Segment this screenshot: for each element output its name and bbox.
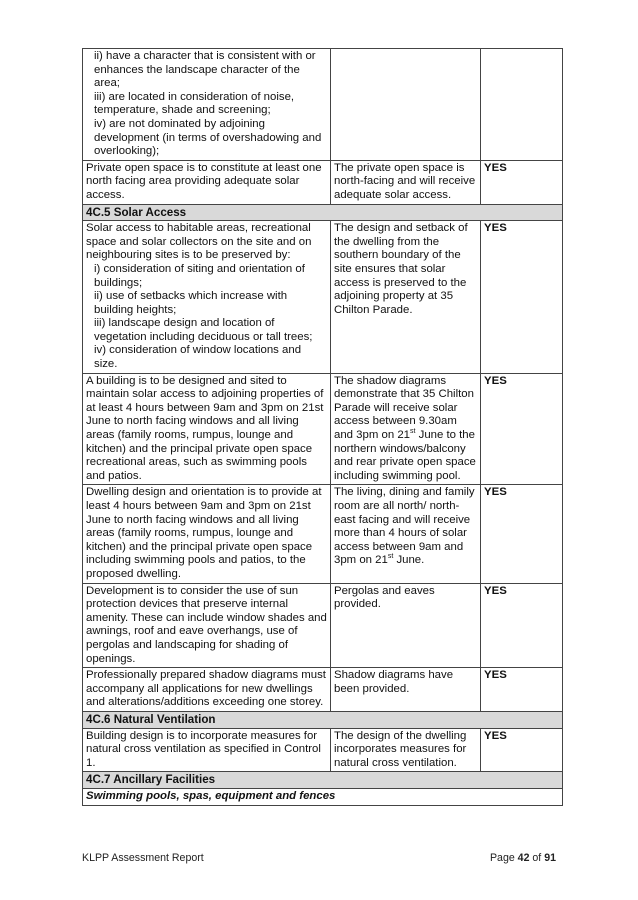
section-row (83, 772, 563, 789)
result-cell (481, 49, 563, 161)
control-cell: Private open space is to constitute at least one north facing area providing adequate solar access. (83, 160, 331, 204)
control-sub-item: ii) have a character that is consistent with or enhances the landscape character of the area; (94, 50, 316, 90)
footer-report-title: KLPP Assessment Report (82, 852, 204, 864)
control-cell: Building design is to incorporate measures for natural cross ventilation as specified in Control 1. (83, 728, 331, 772)
ordinal-suffix: st (410, 428, 416, 436)
table-row (83, 49, 563, 161)
ordinal-suffix: st (387, 553, 394, 561)
section-row (83, 711, 563, 728)
control-cell: Dwelling design and orientation is to provide at least 4 hours between 9am and 3pm on 21st June to north facing windows and all living areas (family rooms, rumpus, lounge and kitchen) and the principal private open space including swimming pools and patios, to the proposed dwelling. (83, 485, 331, 583)
table-row (83, 668, 563, 712)
control-cell: Professionally prepared shadow diagrams must accompany all applications for new dwellings and alterations/additions exceeding one storey. (83, 668, 331, 712)
control-cell: Development is to consider the use of sun protection devices that preserve internal amenity. These can include window shades and awnings, roof and eave overhangs, use of pergolas and landscaping for shading of openings. (83, 583, 331, 668)
section-heading: 4C.7 Ancillary Facilities (83, 772, 563, 789)
page-of: of (529, 852, 545, 864)
footer-page-number (490, 852, 556, 866)
control-cell (83, 221, 331, 374)
result-cell: YES (481, 373, 563, 485)
table-row (83, 728, 563, 772)
control-sub-item: iv) are not dominated by adjoining development (in terms of overshadowing and overlooking); (94, 117, 322, 158)
result-cell: YES (481, 160, 563, 204)
response-cell: Pergolas and eaves provided. (331, 583, 481, 668)
control-sub-item: iii) landscape design and location of vegetation including deciduous or tall trees; (94, 317, 313, 343)
response-text-cont: June. (393, 554, 425, 567)
table-row (83, 221, 563, 374)
response-cell: The private open space is north-facing and will receive adequate solar access. (331, 160, 481, 204)
assessment-table (82, 48, 563, 806)
control-cell: A building is to be designed and sited to maintain solar access to adjoining properties of at least 4 hours between 9am and 3pm on 21st June to north facing windows and all living areas (family rooms, rumpus, lounge and kitchen) and the principal private open space recreational areas, such as swimming pools and patios. (83, 373, 331, 485)
result-cell: YES (481, 221, 563, 374)
control-sub-item: ii) use of setbacks which increase with building heights; (94, 290, 288, 316)
page-label: Page (489, 852, 518, 864)
response-cell: The design of the dwelling incorporates measures for natural cross ventilation. (331, 728, 481, 772)
response-cell: Shadow diagrams have been provided. (331, 668, 481, 712)
response-cell (331, 485, 481, 583)
response-cell (331, 373, 481, 485)
control-text: Solar access to habitable areas, recreational space and solar collectors on the site and on neighbouring sites is to be preserved by: (86, 222, 312, 262)
section-heading: 4C.6 Natural Ventilation (83, 711, 563, 728)
response-cell (331, 49, 481, 161)
control-sub-item: i) consideration of siting and orientation of buildings; (94, 262, 305, 289)
control-sub-item: iv) consideration of window locations and size. (94, 344, 302, 371)
subheading: Swimming pools, spas, equipment and fences (83, 788, 563, 805)
result-cell: YES (481, 485, 563, 583)
response-cell: The design and setback of the dwelling from the southern boundary of the site ensures that solar access is preserved to the adjoining property at 35 Chilton Parade. (331, 221, 481, 374)
result-cell: YES (481, 668, 563, 712)
response-text: The shadow diagrams demonstrate that 35 Chilton Parade will receive solar access between 9.30am and 3pm on 21 (334, 374, 474, 442)
table-row (83, 485, 563, 583)
control-sub-item: iii) are located in consideration of noise, temperature, shade and screening; (94, 90, 295, 117)
table-row (83, 583, 563, 668)
page-total: 91 (544, 852, 556, 864)
control-cell (83, 49, 331, 161)
result-cell: YES (481, 728, 563, 772)
result-cell: YES (481, 583, 563, 668)
section-heading: 4C.5 Solar Access (83, 204, 563, 221)
page-current: 42 (517, 852, 530, 864)
table-row (83, 373, 563, 485)
response-text-cont: June to the northern windows/balcony and rear private open space including swimming pool. (334, 429, 476, 482)
table-row (83, 160, 563, 204)
response-text: The living, dining and family room are all north/ north-east facing and will receive more than 4 hours of solar access between 9am and 3pm on 21 (334, 486, 475, 567)
subheading-row (83, 788, 563, 805)
section-row (83, 204, 563, 221)
